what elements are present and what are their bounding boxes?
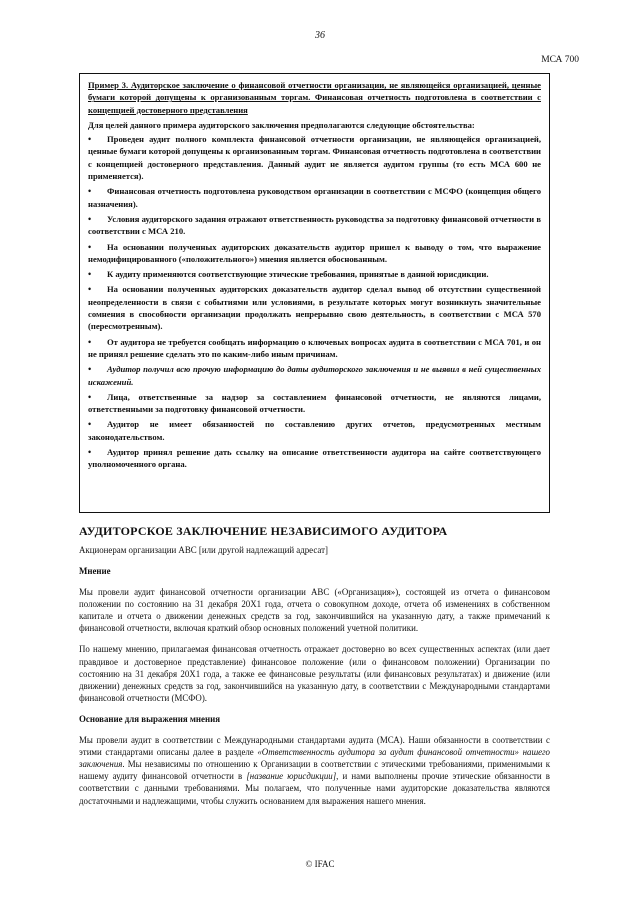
jurisdiction-placeholder: [название юрисдикции]	[246, 771, 337, 782]
basis-text-3: , и нами выполнены прочие этические обязанности в соответствии с данными требованиями. Мы полагаем, что полученные нами аудиторские доказательства являются достаточными и надлежащими, чтобы служить основанием для выражения нашего мнения.	[79, 771, 550, 806]
list-item: • Финансовая отчетность подготовлена руководством организации в соответствии с МСФО (концепция общего назначения).	[88, 185, 541, 210]
list-item: • Условия аудиторского задания отражают ответственность руководства за подготовку финансовой отчетности в соответствии с МСА 210.	[88, 213, 541, 238]
list-item: • На основании полученных аудиторских доказательств аудитор пришел к выводу о том, что выражение немодифицированного («положительного») мнения является обоснованным.	[88, 241, 541, 266]
opinion-paragraph-2: По нашему мнению, прилагаемая финансовая отчетность отражает достоверно во всех существенных аспектах (или дает правдивое и достоверное представление) финансовое положение (или о финансовом положении) Организации по состоянию на 31 декабря 20Х1 года, а также ее финансовые результаты (или финансовых результатах) и движение (или движении) денежных средств за год, закончившийся на указанную дату, в соответствии с Международными стандартами финансовой отчетности (МСФО).	[79, 644, 550, 704]
basis-text-1: Мы провели аудит в соответствии с Международными стандартами аудита (МСА). Наши обязанности в соответствии с этими стандартами описаны далее в разделе	[79, 734, 550, 757]
list-item: • На основании полученных аудиторских доказательств аудитор сделал вывод об отсутствии существенной неопределенности в связи с событиями или условиями, в результате которых могут возникнуть значительные сомнения в способности организации продолжать непрерывно свою деятельность, в соответствии с МСА 570 (пересмотренным).	[88, 283, 541, 332]
list-item: • Аудитор получил всю прочую информацию до даты аудиторского заключения и не выявил в ней существенных искажений.	[88, 363, 541, 388]
example-box	[79, 73, 550, 513]
report-heading: АУДИТОРСКОЕ ЗАКЛЮЧЕНИЕ НЕЗАВИСИМОГО АУДИТОРА	[79, 524, 448, 538]
circumstances-list	[88, 133, 541, 470]
example-title: Пример 3. Аудиторское заключение о финансовой отчетности организации, не являющейся организацией, ценные бумаги которой допущены к организованным торгам. Финансовая отчетность подготовлена в соответствии с концепцией достоверного представления	[88, 80, 541, 115]
auditor-report	[79, 525, 550, 816]
list-item: • Проведен аудит полного комплекта финансовой отчетности организации, не являющейся организацией, ценные бумаги которой допущены к организованным торгам. Финансовая отчетность подготовлена в соответствии с концепцией достоверного представления. Данный аудит не является аудитом группы (то есть МСА 600 не применяется).	[88, 133, 541, 182]
list-item: • Аудитор не имеет обязанностей по составлению других отчетов, предусмотренных местным законодательством.	[88, 418, 541, 443]
document-code: МСА 700	[541, 55, 579, 65]
footer-copyright: © IFAC	[305, 859, 335, 869]
list-item: • К аудиту применяются соответствующие этические требования, принятые в данной юрисдикции.	[88, 268, 541, 280]
basis-section-title: Основание для выражения мнения	[79, 714, 221, 725]
report-addressee: Акционерам организации ABC [или другой надлежащий адресат]	[79, 545, 328, 556]
opinion-paragraph-1: Мы провели аудит финансовой отчетности организации ABC («Организация»), состоящей из отчета о финансовом положении по состоянию на 31 декабря 20Х1 года, отчета о совокупном доходе, отчета об изменениях в собственном капитале и отчета о движении денежных средств за год, закончившийся на указанную дату, а также примечаний к финансовой отчетности, включая краткий обзор основных положений учетной политики.	[79, 586, 550, 634]
list-item: • От аудитора не требуется сообщать информацию о ключевых вопросах аудита в соответствии с МСА 701, и он не принял решение сделать это по каким-либо иным причинам.	[88, 336, 541, 361]
example-intro: Для целей данного примера аудиторского заключения предполагаются следующие обстоятельства:	[88, 119, 475, 130]
basis-text-2: . Мы независимы по отношению к Организации в соответствии с этическими требованиями, применимыми к нашему аудиту финансовой отчетности в	[79, 759, 550, 782]
list-item: • Лица, ответственные за надзор за составлением финансовой отчетности, не являются лицами, ответственными за подготовку финансовой отчетности.	[88, 391, 541, 416]
basis-section-reference: «Ответственность аудитора за аудит финансовой отчетности» нашего заключения	[79, 746, 550, 770]
list-item: • Аудитор принял решение дать ссылку на описание ответственности аудитора на сайте соответствующего уполномоченного органа.	[88, 446, 541, 471]
opinion-section-title: Мнение	[79, 566, 111, 577]
basis-paragraph	[79, 734, 550, 807]
page-number: 36	[315, 30, 325, 41]
